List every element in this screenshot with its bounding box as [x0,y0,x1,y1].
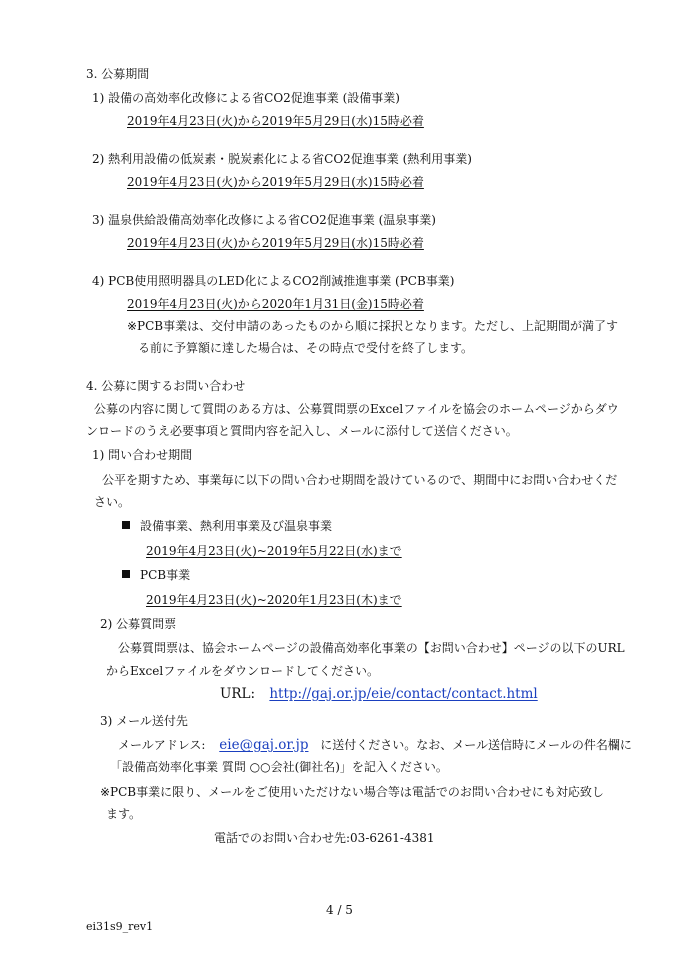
question-form-text-line-2: からExcelファイルをダウンロードしてください。 [106,664,379,678]
period-item-3-title: 3) 温泉供給設備高効率化改修による省CO2促進事業 (温泉事業) [92,213,436,227]
url-label: URL: [220,686,256,702]
period-item-1-dates: 2019年4月23日(火)から2019年5月29日(水)15時必着 [127,114,424,128]
mail-address-row [118,739,632,753]
period-item-2-title: 2) 熱利用設備の低炭素・脱炭素化による省CO2促進事業 (熱利用事業) [92,152,472,166]
inquiry-group-1-label: 設備事業、熱利用事業及び温泉事業 [140,519,333,533]
inquiry-group-1 [122,520,332,532]
email-link[interactable]: eie@gaj.or.jp [219,737,309,753]
mail-address-label: メールアドレス: [118,738,206,752]
question-form-title: 2) 公募質問票 [100,617,177,631]
inquiry-intro-line-1: 公募の内容に関して質問のある方は、公募質問票のExcelファイルを協会のホームページからダウ [94,402,619,416]
question-form-text-line-1: 公募質問票は、協会ホームページの設備高効率化事業の【お問い合わせ】ページの以下のURL [118,641,625,655]
square-bullet-icon [122,570,130,578]
period-item-4-title: 4) PCB使用照明器具のLED化によるCO2削減推進事業 (PCB事業) [92,274,455,288]
pcb-phone-note-line-1: ※PCB事業に限り、メールをご使用いただけない場合等は電話でのお問い合わせにも対応致し [100,785,604,799]
mail-destination-title: 3) メール送付先 [100,714,188,728]
section-4-heading: 4. 公募に関するお問い合わせ [86,379,246,393]
inquiry-intro-line-2: ンロードのうえ必要事項と質問内容を記入し、メールに添付して送信ください。 [86,424,518,438]
document-id: ei31s9_rev1 [86,920,154,933]
inquiry-group-2 [122,569,190,581]
inquiry-group-1-dates: 2019年4月23日(火)~2019年5月22日(水)まで [146,544,402,558]
inquiry-period-text-line-1: 公平を期すため、事業毎に以下の問い合わせ期間を設けているので、期間中にお問い合わせくだ [102,473,618,487]
period-item-1-title: 1) 設備の高効率化改修による省CO2促進事業 (設備事業) [92,91,400,105]
section-3-heading: 3. 公募期間 [86,67,150,81]
page-number: 4 / 5 [326,903,353,917]
inquiry-period-title: 1) 問い合わせ期間 [92,448,193,462]
pcb-phone-note-line-2: ます。 [106,807,142,821]
inquiry-group-2-dates: 2019年4月23日(火)~2020年1月23日(木)まで [146,593,402,607]
square-bullet-icon [122,521,130,529]
period-item-2-dates: 2019年4月23日(火)から2019年5月29日(水)15時必着 [127,175,424,189]
inquiry-group-2-label: PCB事業 [140,568,191,582]
phone-contact: 電話でのお問い合わせ先:03-6261-4381 [214,831,435,845]
pcb-note-line-1: ※PCB事業は、交付申請のあったものから順に採択となります。ただし、上記期間が満了す [127,319,619,333]
url-row [220,688,538,702]
pcb-note-line-2: る前に予算額に達した場合は、その時点で受付を終了します。 [138,341,474,355]
inquiry-period-text-line-2: さい。 [94,495,131,509]
period-item-4-dates: 2019年4月23日(火)から2020年1月31日(金)15時必着 [127,297,424,311]
period-item-3-dates: 2019年4月23日(火)から2019年5月29日(水)15時必着 [127,236,424,250]
contact-url-link[interactable]: http://gaj.or.jp/eie/contact/contact.html [269,686,538,702]
mail-subject-instruction: 「設備高効率化事業 質問 ○○会社(御社名)」を記入ください。 [110,760,448,774]
mail-address-after: に送付ください。なお、メール送信時にメールの件名欄に [320,738,632,752]
